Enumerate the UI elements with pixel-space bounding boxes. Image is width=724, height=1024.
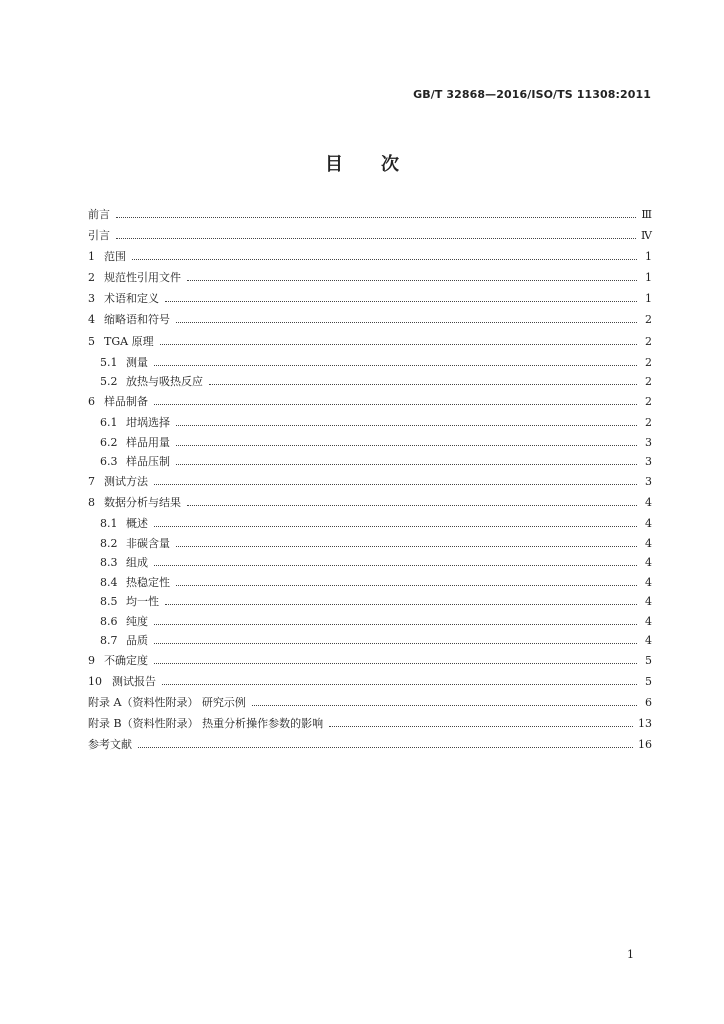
toc-entry-number: 7 bbox=[88, 474, 95, 488]
toc-entry-title: 组成 bbox=[126, 556, 148, 570]
toc-entry[interactable] bbox=[88, 248, 652, 269]
toc-entry-page: 4 bbox=[645, 575, 652, 589]
toc-entry-title: 测量 bbox=[126, 355, 148, 369]
toc-entry-page: 2 bbox=[645, 415, 652, 429]
toc-entry-number: 6.3 bbox=[100, 455, 118, 469]
toc-entry-number: 6.2 bbox=[100, 435, 118, 449]
toc-entry-page: 2 bbox=[645, 375, 652, 389]
toc-entry-page: 2 bbox=[645, 394, 652, 408]
dot-leader bbox=[160, 344, 637, 345]
toc-entry[interactable] bbox=[88, 206, 652, 227]
table-of-contents bbox=[88, 206, 652, 758]
dot-leader bbox=[176, 546, 637, 547]
toc-entry-page: Ⅳ bbox=[641, 229, 652, 243]
toc-entry-page: 4 bbox=[645, 556, 652, 570]
toc-entry-page: 2 bbox=[645, 313, 652, 327]
toc-entry[interactable] bbox=[88, 290, 652, 311]
toc-entry-title: 前言 bbox=[88, 208, 110, 221]
toc-entry-number: 8.7 bbox=[100, 634, 118, 648]
dot-leader bbox=[187, 505, 637, 506]
dot-leader bbox=[329, 726, 633, 727]
toc-entry-title: 非碳含量 bbox=[126, 536, 170, 550]
dot-leader bbox=[154, 643, 637, 644]
toc-entry-title: 样品压制 bbox=[126, 455, 170, 469]
toc-entry-title: 热稳定性 bbox=[126, 575, 170, 589]
toc-entry-page: 4 bbox=[645, 495, 652, 509]
toc-entry-page: 1 bbox=[645, 271, 652, 285]
toc-entry-number: 6 bbox=[88, 394, 95, 408]
toc-entry-title: 纯度 bbox=[126, 614, 148, 628]
toc-entry-page: 16 bbox=[638, 738, 652, 752]
toc-entry-title: 测试方法 bbox=[104, 474, 148, 488]
toc-entry-title: 范围 bbox=[104, 250, 126, 264]
toc-entry-number: 8.6 bbox=[100, 614, 118, 628]
dot-leader bbox=[154, 404, 637, 405]
toc-entry[interactable] bbox=[88, 434, 652, 454]
toc-entry-title: 规范性引用文件 bbox=[104, 271, 181, 285]
toc-entry-number: 1 bbox=[88, 250, 95, 264]
toc-entry-page: 4 bbox=[645, 595, 652, 609]
toc-entry[interactable] bbox=[88, 593, 652, 613]
toc-entry[interactable] bbox=[88, 414, 652, 434]
toc-entry-number: 8.2 bbox=[100, 536, 118, 550]
toc-entry-title: 数据分析与结果 bbox=[104, 495, 181, 509]
dot-leader bbox=[154, 565, 637, 566]
toc-entry-number: 8 bbox=[88, 495, 95, 509]
page-title: 目次 bbox=[325, 154, 437, 175]
toc-entry-title: 不确定度 bbox=[104, 654, 148, 668]
dot-leader bbox=[176, 464, 637, 465]
toc-entry[interactable] bbox=[88, 393, 652, 414]
toc-entry-page: 3 bbox=[645, 435, 652, 449]
toc-entry-page: 5 bbox=[645, 654, 652, 668]
dot-leader bbox=[154, 663, 637, 664]
dot-leader bbox=[154, 526, 637, 527]
toc-entry-title: 均一性 bbox=[126, 595, 159, 609]
toc-entry-page: 2 bbox=[645, 334, 652, 348]
toc-entry-title: 概述 bbox=[126, 516, 148, 530]
toc-entry-number: 8.5 bbox=[100, 595, 118, 609]
toc-entry-number: 9 bbox=[88, 654, 95, 668]
toc-entry[interactable] bbox=[88, 311, 652, 332]
toc-entry-page: 4 bbox=[645, 516, 652, 530]
dot-leader bbox=[176, 322, 637, 323]
toc-entry-number: 2 bbox=[88, 271, 95, 285]
toc-entry-page: 1 bbox=[645, 250, 652, 264]
dot-leader bbox=[165, 604, 637, 605]
toc-entry-title: 术语和定义 bbox=[104, 292, 159, 306]
dot-leader bbox=[209, 384, 637, 385]
dot-leader bbox=[162, 684, 637, 685]
toc-entry[interactable] bbox=[88, 694, 652, 715]
dot-leader bbox=[116, 217, 636, 218]
page-number: 1 bbox=[627, 948, 634, 961]
toc-entry-number: 3 bbox=[88, 292, 95, 306]
toc-entry-page: 4 bbox=[645, 614, 652, 628]
toc-entry-number: 6.1 bbox=[100, 415, 118, 429]
toc-entry[interactable] bbox=[88, 652, 652, 673]
toc-entry[interactable] bbox=[88, 554, 652, 574]
toc-entry-number: 5.2 bbox=[100, 375, 118, 389]
toc-entry-title: 引言 bbox=[88, 229, 110, 243]
toc-entry[interactable] bbox=[88, 354, 652, 374]
toc-entry[interactable] bbox=[88, 632, 652, 652]
toc-entry-page: 6 bbox=[645, 696, 652, 710]
toc-entry[interactable] bbox=[88, 515, 652, 535]
toc-entry-page: 2 bbox=[645, 355, 652, 369]
dot-leader bbox=[154, 365, 637, 366]
toc-entry-page: 1 bbox=[645, 292, 652, 306]
dot-leader bbox=[176, 585, 637, 586]
toc-entry[interactable] bbox=[88, 333, 652, 354]
toc-entry[interactable] bbox=[88, 453, 652, 473]
toc-entry-title: 放热与吸热反应 bbox=[126, 375, 203, 389]
toc-entry-number: 5.1 bbox=[100, 355, 118, 369]
toc-entry-page: 5 bbox=[645, 675, 652, 689]
dot-leader bbox=[252, 705, 637, 706]
toc-entry[interactable] bbox=[88, 613, 652, 633]
toc-entry[interactable] bbox=[88, 736, 652, 757]
toc-entry-number: 8.3 bbox=[100, 556, 118, 570]
toc-entry-page: 4 bbox=[645, 634, 652, 648]
toc-entry[interactable] bbox=[88, 715, 652, 736]
toc-entry-title: 缩略语和符号 bbox=[104, 313, 170, 327]
dot-leader bbox=[138, 747, 633, 748]
toc-entry-title: 测试报告 bbox=[112, 675, 156, 689]
toc-entry-title: 附录 B（资料性附录） 热重分析操作参数的影响 bbox=[88, 717, 324, 731]
toc-entry[interactable] bbox=[88, 227, 652, 248]
toc-entry-page: 4 bbox=[645, 536, 652, 550]
toc-entry[interactable] bbox=[88, 535, 652, 555]
toc-entry-number: 5 bbox=[88, 334, 95, 348]
toc-entry-number: 4 bbox=[88, 313, 95, 327]
dot-leader bbox=[165, 301, 637, 302]
toc-entry-title: 样品用量 bbox=[126, 435, 170, 449]
toc-entry-title: 品质 bbox=[126, 634, 148, 648]
toc-entry[interactable] bbox=[88, 269, 652, 290]
toc-entry-page: 13 bbox=[638, 717, 652, 731]
toc-entry-page: 3 bbox=[645, 474, 652, 488]
toc-entry[interactable] bbox=[88, 673, 652, 694]
dot-leader bbox=[154, 624, 637, 625]
toc-entry-number: 8.4 bbox=[100, 575, 118, 589]
toc-entry[interactable] bbox=[88, 373, 652, 393]
toc-entry[interactable] bbox=[88, 494, 652, 515]
toc-entry-number: 10 bbox=[88, 675, 102, 689]
toc-entry-title: 参考文献 bbox=[88, 738, 132, 752]
toc-entry-page: 3 bbox=[645, 455, 652, 469]
toc-entry[interactable] bbox=[88, 574, 652, 594]
standard-number: GB/T 32868—2016/ISO/TS 11308:2011 bbox=[413, 88, 651, 101]
dot-leader bbox=[132, 259, 637, 260]
toc-entry-title: 样品制备 bbox=[104, 394, 148, 408]
dot-leader bbox=[176, 445, 637, 446]
toc-entry-page: Ⅲ bbox=[641, 208, 652, 221]
toc-entry-title: TGA 原理 bbox=[104, 334, 154, 348]
dot-leader bbox=[154, 484, 637, 485]
toc-entry-title: 附录 A（资料性附录） 研究示例 bbox=[88, 696, 246, 710]
dot-leader bbox=[116, 238, 636, 239]
toc-entry-title: 坩埚选择 bbox=[126, 415, 170, 429]
toc-entry[interactable] bbox=[88, 473, 652, 494]
dot-leader bbox=[187, 280, 637, 281]
dot-leader bbox=[176, 425, 637, 426]
toc-entry-number: 8.1 bbox=[100, 516, 118, 530]
